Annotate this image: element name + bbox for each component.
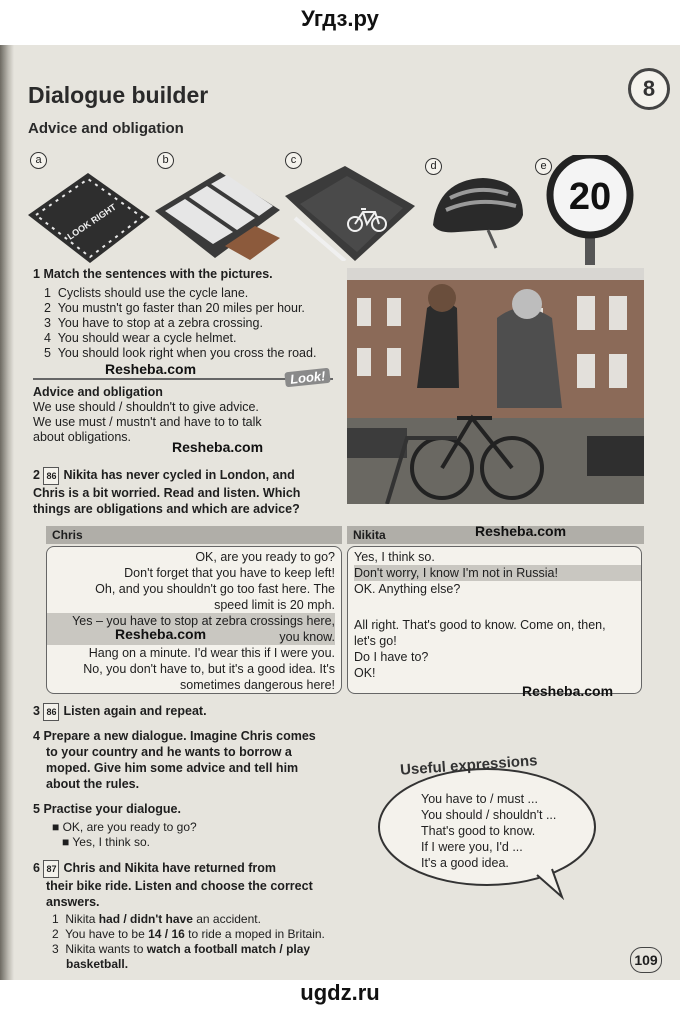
page-spine-shadow [0, 45, 14, 980]
watermark: Resheba.com [522, 683, 614, 699]
exercise-2-heading: 2 86 Nikita has never cycled in London, and Chris is a bit worried. Read and listen. Which things are obligations and which are advice? [33, 468, 301, 516]
exercise-6-list [52, 912, 325, 972]
dialogue-line: OK! [354, 666, 376, 680]
list-item: 3 You have to stop at a zebra crossing. [44, 316, 263, 330]
dialogue-line: Yes – you have to stop at zebra crossings here, [47, 613, 335, 629]
exercise-5-heading: 5 Practise your dialogue. [33, 802, 181, 816]
watermark: Resheba.com [475, 523, 567, 539]
dialogue-line: All right. That's good to know. Come on, then, [354, 618, 606, 632]
list-item: That's good to know. [421, 824, 536, 838]
picture-letter-e: e [535, 158, 552, 175]
picture-letter-d: d [425, 158, 442, 175]
dialogue-line: sometimes dangerous here! [180, 678, 335, 692]
picture-speed-limit-sign [545, 155, 635, 265]
exercise-2-number: 2 [33, 468, 40, 482]
picture-look-right-road [28, 165, 150, 265]
dialogue-box-nikita [347, 546, 642, 694]
page-number: 109 [630, 947, 662, 973]
list-item: You should / shouldn't ... [421, 808, 557, 822]
picture-letter-b: b [157, 152, 174, 169]
dialogue-header-chris: Chris [46, 526, 342, 544]
dialogue-line: speed limit is 20 mph. [214, 598, 335, 612]
watermark: Resheba.com [115, 626, 207, 642]
dialogue-line: let's go! [354, 634, 397, 648]
look-box-line: about obligations. [33, 430, 131, 444]
dialogue-box-chris [46, 546, 342, 694]
list-item: You have to / must ... [421, 792, 538, 806]
exercise-1-number: 1 [33, 267, 40, 281]
list-item: 2 You mustn't go faster than 20 miles per hour. [44, 301, 305, 315]
list-item: If I were you, I'd ... [421, 840, 523, 854]
picture-cycle-lane [285, 166, 415, 261]
list-item: 3 Nikita wants to watch a football match / play [52, 942, 311, 956]
dialogue-line: Oh, and you shouldn't go too fast here. The [95, 582, 335, 596]
audio-track-icon: 87 [43, 860, 59, 878]
picture-letter-a: a [30, 152, 47, 169]
list-item: 1 Cyclists should use the cycle lane. [44, 286, 249, 300]
dialogue-line: No, you don't have to, but it's a good idea. It's [83, 662, 335, 676]
exercise-6-heading: 6 87 Chris and Nikita have returned from their bike ride. Listen and choose the correct answers. [33, 861, 313, 909]
list-item: It's a good idea. [421, 856, 509, 870]
useful-expressions-title: Useful expressions [399, 752, 538, 779]
list-item: 4 You should wear a cycle helmet. [44, 331, 237, 345]
unit-badge: 8 [628, 68, 670, 110]
list-item: 2 You have to be 14 / 16 to ride a moped in Britain. [52, 927, 325, 941]
exercise-5-examples [52, 820, 197, 850]
road-text: LOOK RIGHT [65, 201, 118, 242]
exercise-3-heading: 3 86 Listen again and repeat. [33, 703, 207, 721]
dialogue-line: OK, are you ready to go? [195, 550, 335, 564]
picture-zebra-crossing [155, 166, 280, 261]
site-title-top[interactable]: Угдз.ру [301, 6, 379, 31]
exercise-1-heading [33, 266, 273, 282]
dialogue-line: Do I have to? [354, 650, 429, 664]
audio-track-icon: 86 [43, 467, 59, 485]
dialogue-line: OK. Anything else? [354, 582, 461, 596]
audio-track-icon: 86 [43, 703, 59, 721]
site-title-bottom[interactable]: ugdz.ru [300, 980, 380, 1005]
list-item: ■ Yes, I think so. [62, 835, 150, 849]
exercise-4-heading: 4 Prepare a new dialogue. Imagine Chris comes to your country and he wants to borrow a moped. Give him some advice and tell him about the rules. [33, 729, 316, 791]
page-title: Dialogue builder [28, 82, 209, 108]
exercise-1-list [44, 286, 316, 361]
look-box-heading: Advice and obligation [33, 385, 163, 399]
photo-two-cyclists [347, 268, 644, 504]
dialogue-line: Don't worry, I know I'm not in Russia! [354, 565, 641, 581]
speed-sign-number: 20 [568, 176, 612, 218]
list-item: 1 Nikita had / didn't have an accident. [52, 912, 261, 926]
dialogue-line: Hang on a minute. I'd wear this if I were you. [88, 646, 335, 660]
look-badge: Look! [284, 368, 331, 388]
watermark: Resheba.com [172, 439, 264, 455]
useful-expressions-list [421, 791, 556, 871]
watermark: Resheba.com [105, 361, 197, 377]
picture-cycle-helmet [428, 170, 528, 250]
look-box-line: We use should / shouldn't to give advice. [33, 400, 259, 414]
look-box-line: We use must / mustn't and have to to talk [33, 415, 262, 429]
dialogue-line: you know. [47, 629, 335, 645]
section-subtitle: Advice and obligation [28, 120, 184, 137]
picture-letter-c: c [285, 152, 302, 169]
list-item: basketball. [66, 957, 129, 971]
list-item: 5 You should look right when you cross the road. [44, 346, 317, 360]
dialogue-line: Yes, I think so. [354, 550, 435, 564]
dialogue-header-nikita: Nikita [347, 526, 644, 544]
list-item: ■ OK, are you ready to go? [52, 820, 197, 834]
exercise-1-instruction: Match the sentences with the pictures. [43, 267, 273, 281]
dialogue-line: Don't forget that you have to keep left! [124, 566, 335, 580]
